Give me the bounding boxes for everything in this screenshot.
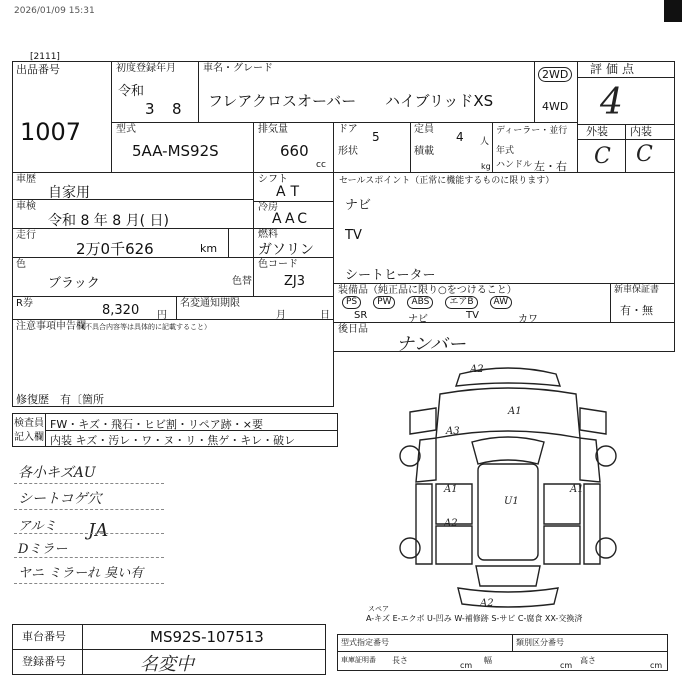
color-change-label: 色替 xyxy=(232,276,252,287)
handwritten-note-4: Dミラー xyxy=(18,542,68,557)
fuel-label: 燃料 xyxy=(258,229,278,240)
exterior-label: 外装 xyxy=(586,125,608,138)
lot-box xyxy=(12,61,112,173)
sheet-code: [2111] xyxy=(30,52,60,62)
rear-seat-label: 後日品 xyxy=(338,324,368,335)
notes-line-5 xyxy=(14,583,164,584)
height-label: 高さ xyxy=(580,656,596,665)
notes-line-1 xyxy=(14,483,164,484)
grade-divider-3 xyxy=(577,139,675,140)
reg-label: 登録番号 xyxy=(22,655,66,668)
inspector-line-2: 内装 キズ・汚レ・ワ・ヌ・リ・焦ゲ・キレ・破レ xyxy=(50,434,296,447)
exterior-grade: C xyxy=(594,144,611,169)
lot-number: 1007 xyxy=(20,118,82,146)
equip-sr: SR xyxy=(354,310,368,321)
handwritten-note-mark: JA xyxy=(88,520,109,541)
car-grade: ハイブリッドXS xyxy=(385,92,494,110)
diagram-mark-front: A2 xyxy=(470,364,484,375)
height-unit: cm xyxy=(650,661,663,670)
recycle-label: R券 xyxy=(16,298,33,309)
sales-item-3: シートヒーター xyxy=(345,268,436,283)
color-label: 色 xyxy=(16,259,26,270)
chassis-value: MS92S-107513 xyxy=(150,628,264,646)
type-label: 型式指定番号 xyxy=(341,638,389,647)
model-label: 型式 xyxy=(116,124,136,135)
car-name-label: 車名・グレード xyxy=(203,63,273,74)
doors-label: ドア xyxy=(338,124,358,135)
spare-label: スペア xyxy=(368,605,389,613)
ac-value: AAC xyxy=(272,211,311,227)
grade-score: 4 xyxy=(600,82,623,123)
notes-line-2 xyxy=(14,509,164,510)
sales-item-1: ナビ xyxy=(345,198,372,213)
handle-label: ハンドル xyxy=(496,160,533,170)
equip-pw: PW xyxy=(373,296,395,309)
rear-seat-value: ナンバー xyxy=(396,334,466,355)
doors-value: 5 xyxy=(372,130,380,144)
diagram-mark-hood: A1 xyxy=(508,406,522,417)
warranty-value: 有・無 xyxy=(620,304,653,317)
length-label: 長さ xyxy=(392,656,408,665)
shift-label: シフト xyxy=(258,174,288,185)
diagram-mark-left-rear: A2 xyxy=(444,518,458,529)
mileage-unit: km xyxy=(200,242,218,255)
notes-line-3 xyxy=(14,533,164,534)
shape-label: 形状 xyxy=(338,146,358,157)
class-label: 類別区分番号 xyxy=(516,638,564,647)
mileage-vline xyxy=(228,228,229,258)
diagram-mark-fender: A3 xyxy=(446,426,460,437)
caution-note: （不具合内容等は具体的に記載すること） xyxy=(78,323,211,331)
repair-label: 修復歴 xyxy=(16,393,49,406)
notes-line-4 xyxy=(14,557,164,558)
reg-vline xyxy=(82,649,83,675)
history-value: 自家用 xyxy=(48,185,90,201)
reg-value: 名変中 xyxy=(140,654,194,675)
grade-vdivider xyxy=(625,124,626,173)
grade-label: 評価点 xyxy=(590,62,639,76)
equip-navi: ナビ xyxy=(408,314,428,325)
timestamp: 2026/01/09 15:31 xyxy=(14,6,95,16)
inspector-label-2: 記入欄 xyxy=(14,432,44,443)
color-code-label: 色コード xyxy=(258,259,298,270)
displacement-value: 660 xyxy=(280,142,309,160)
dealer-label: ディーラー・並行 xyxy=(496,126,568,136)
equipment-top-row xyxy=(342,296,516,309)
diagram-mark-left-door: A1 xyxy=(444,484,458,495)
notice-month: 月 xyxy=(276,310,286,321)
recycle-box xyxy=(12,296,177,320)
handle-value: 左・右 xyxy=(534,160,567,173)
mileage-year-label: 年式 xyxy=(496,146,515,156)
capacity-value: 4 xyxy=(456,130,464,144)
chassis-vline xyxy=(82,624,83,650)
equip-airbag: エアB xyxy=(445,296,477,309)
sales-label: セールスポイント（正常に機能するものに限ります） xyxy=(339,176,555,186)
diagram-legend: A-キズ E-エクボ U-凹み W-補修跡 S-サビ C-腐食 XX-交換済 xyxy=(366,614,583,623)
rear-seat-box xyxy=(333,322,675,352)
inspector-line-1: FW・キズ・飛石・ヒビ割・リペア跡・×要 xyxy=(50,418,263,431)
registration-label: 初度登録年月 xyxy=(116,63,176,74)
handwritten-note-1: 各小キズAU xyxy=(18,465,96,481)
mileage-label: 走行 xyxy=(16,230,36,241)
displacement-unit: cc xyxy=(316,160,326,170)
lot-label: 出品番号 xyxy=(16,63,60,76)
diagram-mark-right-door: A1 xyxy=(570,484,584,495)
caution-label: 注意事項申告欄 xyxy=(16,321,86,332)
black-corner-mark xyxy=(664,0,682,22)
capacity-label: 定員 xyxy=(414,124,434,135)
inspector-label-1: 検査員 xyxy=(14,418,44,429)
shift-value: AT xyxy=(276,184,306,200)
drive-2wd: 2WD xyxy=(538,67,572,82)
handwritten-note-2: シートコゲ穴 xyxy=(18,491,102,507)
width-unit: cm xyxy=(560,661,573,670)
equip-aw: AW xyxy=(490,296,513,309)
mileage-value: 2万0千626 xyxy=(76,240,154,258)
fuel-value: ガソリン xyxy=(258,242,314,258)
model-value: 5AA-MS92S xyxy=(132,142,219,160)
car-name: フレアクロスオーバー xyxy=(208,92,357,110)
ac-label: 冷房 xyxy=(258,202,278,213)
notice-label: 名変通知期限 xyxy=(180,298,240,309)
color-value: ブラック xyxy=(48,276,100,291)
drive-4wd: 4WD xyxy=(542,100,569,113)
dims-box xyxy=(337,651,668,671)
registration-month: 8 xyxy=(172,100,182,118)
inspection-label: 車検 xyxy=(16,201,36,212)
repair-value: 有〔箇所 xyxy=(60,393,104,406)
sales-item-2: TV xyxy=(345,228,362,243)
color-code: ZJ3 xyxy=(284,274,306,289)
displacement-label: 排気量 xyxy=(258,124,288,135)
grade-divider xyxy=(577,77,675,78)
history-label: 車歴 xyxy=(16,174,36,185)
load-label: 積載 xyxy=(414,146,434,157)
interior-label: 内装 xyxy=(630,125,652,138)
equipment-label: 装備品（純正品に限り○をつけること） xyxy=(338,285,517,296)
notice-day: 日 xyxy=(320,310,330,321)
registration-era: 令和 xyxy=(118,84,145,99)
diagram-mark-rear: A2 xyxy=(480,598,494,609)
warranty-label: 新車保証書 xyxy=(614,285,660,295)
equip-ps: PS xyxy=(342,296,361,309)
inspection-value: 令和 8 年 8 月( 日) xyxy=(48,213,169,229)
registration-year: 3 xyxy=(145,100,155,118)
diagram-mark-roof: U1 xyxy=(504,496,519,507)
handwritten-note-5: ヤニ ミラーれ 臭い有 xyxy=(18,566,144,581)
chassis-label: 車台番号 xyxy=(22,630,66,643)
load-unit: kg xyxy=(481,162,491,171)
recycle-unit: 円 xyxy=(157,310,167,321)
length-unit: cm xyxy=(460,661,473,670)
equip-abs: ABS xyxy=(407,296,433,309)
carry-label: 車庫証明番 xyxy=(341,656,376,664)
recycle-value: 8,320 xyxy=(102,303,140,318)
equip-tv: TV xyxy=(466,310,479,321)
capacity-unit: 人 xyxy=(480,137,490,147)
width-label: 幅 xyxy=(484,656,492,665)
handwritten-note-3: アルミ xyxy=(18,519,57,534)
car-damage-diagram xyxy=(380,360,640,610)
interior-grade: C xyxy=(636,142,653,167)
equip-leather: カワ xyxy=(518,314,538,325)
